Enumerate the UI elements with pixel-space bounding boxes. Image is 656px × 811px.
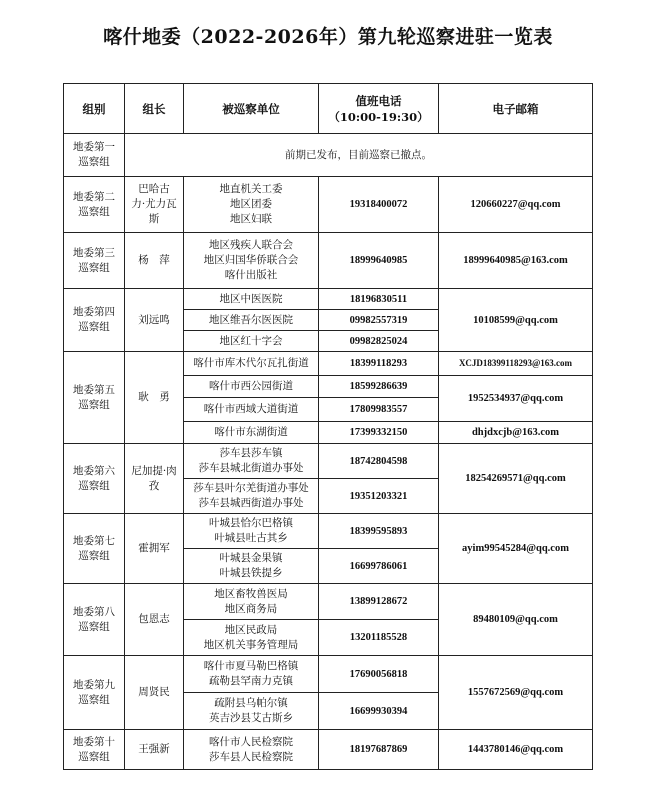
unit-line: 疏勒县罕南力克镇 (209, 675, 293, 687)
group-name-line: 巡察组 (78, 479, 110, 492)
unit-line: 莎车县人民检察院 (209, 750, 293, 763)
group-name-line: 巡察组 (78, 156, 110, 168)
leader-cell: 杨 萍 (125, 233, 184, 289)
phone-cell: 18399595893 (319, 514, 439, 549)
page-title: 喀什地委（2022-2026年）第九轮巡察进驻一览表 (103, 26, 553, 48)
unit-cell: 地区中医医院 (184, 289, 319, 310)
phone-cell: 17399332150 (319, 422, 439, 444)
leader-line: 巴哈古 (138, 183, 170, 195)
unit-line: 地区妇联 (230, 213, 272, 225)
header-phone-label: 值班电话 (355, 93, 402, 108)
group-name-line: 巡察组 (78, 620, 110, 633)
unit-line: 疏附县乌帕尔镇 (214, 697, 288, 709)
unit-line: 地区民政局 (224, 623, 278, 636)
group-name (64, 584, 125, 656)
leader-cell: 王强新 (125, 730, 184, 770)
phone-cell: 18742804598 (319, 444, 439, 479)
table-row (64, 444, 593, 479)
group-name-line: 巡察组 (78, 261, 110, 274)
group-name (64, 177, 125, 233)
unit-cell (184, 514, 319, 549)
phone-cell: 09982557319 (319, 310, 439, 331)
leader-cell: 包恩志 (125, 584, 184, 656)
email-cell: 1952534937@qq.com (439, 376, 593, 422)
phone-cell: 18197687869 (319, 730, 439, 770)
group-name-line: 巡察组 (78, 398, 110, 411)
group-name-line: 地委第六 (73, 464, 115, 477)
group-name-line: 地委第十 (73, 735, 115, 748)
leader-cell (125, 177, 184, 233)
unit-cell: 喀什市西公园街道 (184, 376, 319, 398)
email-cell: 1443780146@qq.com (439, 730, 593, 770)
group-name-line: 地委第二 (73, 190, 115, 203)
group-name-line: 地委第七 (73, 534, 115, 547)
header-email: 电子邮箱 (439, 84, 593, 134)
unit-line: 英吉沙县艾古斯乡 (209, 712, 293, 724)
email-cell: 89480109@qq.com (439, 584, 593, 656)
phone-cell: 13899128672 (319, 584, 439, 620)
leader-line: 力·尤力瓦 (131, 198, 177, 210)
header-phone (319, 84, 439, 134)
unit-cell (184, 584, 319, 620)
email-cell: 1557672569@qq.com (439, 656, 593, 730)
unit-line: 叶城县金果镇 (219, 552, 283, 564)
phone-cell: 16699930394 (319, 693, 439, 730)
unit-cell: 喀什市东湖街道 (184, 422, 319, 444)
unit-cell (184, 693, 319, 730)
unit-line: 莎车县城北街道办事处 (198, 462, 304, 474)
unit-line: 喀什出版社 (224, 269, 278, 281)
unit-line: 莎车县叶尔羌街道办事处 (193, 482, 309, 494)
leader-cell: 耿 勇 (125, 352, 184, 444)
unit-line: 地区归国华侨联合会 (203, 254, 299, 266)
email-cell: ayim99545284@qq.com (439, 514, 593, 584)
phone-cell: 17690056818 (319, 656, 439, 693)
phone-cell: 18399118293 (319, 352, 439, 376)
email-cell: 10108599@qq.com (439, 289, 593, 352)
group-name (64, 514, 125, 584)
leader-cell (125, 444, 184, 514)
group-name (64, 134, 125, 177)
unit-line: 地区商务局 (224, 602, 278, 615)
phone-cell: 17809983557 (319, 398, 439, 422)
header-leader: 组长 (125, 84, 184, 134)
unit-cell (184, 444, 319, 479)
group-name (64, 444, 125, 514)
group-name-line: 巡察组 (78, 549, 110, 562)
group-name-line: 地委第九 (73, 678, 115, 691)
inspection-roster-table (63, 83, 593, 770)
unit-line: 莎车县城西街道办事处 (198, 497, 304, 509)
unit-line: 喀什市夏马勒巴格镇 (203, 660, 299, 672)
group-name-line: 地委第五 (73, 383, 115, 396)
table-row (64, 514, 593, 549)
leader-line: 尼加提·肉 (131, 464, 177, 477)
unit-cell: 喀什市西域大道街道 (184, 398, 319, 422)
group-name (64, 730, 125, 770)
table-row (64, 233, 593, 289)
table-row (64, 177, 593, 233)
unit-line: 地直机关工委 (219, 183, 283, 195)
unit-cell (184, 620, 319, 656)
header-phone-hours: （10:00-19:30） (328, 109, 429, 124)
unit-line: 地区残疾人联合会 (209, 239, 293, 251)
group-name-line: 地委第三 (73, 246, 115, 259)
unit-line: 地区机关事务管理局 (203, 638, 299, 651)
phone-cell: 13201185528 (319, 620, 439, 656)
leader-line: 孜 (148, 479, 160, 492)
phone-cell: 19351203321 (319, 479, 439, 514)
phone-cell: 09982825024 (319, 331, 439, 352)
table-header-row (64, 84, 593, 134)
unit-cell (184, 233, 319, 289)
unit-line: 莎车县莎车镇 (219, 447, 283, 459)
leader-cell: 周贤民 (125, 656, 184, 730)
unit-cell (184, 549, 319, 584)
email-cell: 120660227@qq.com (439, 177, 593, 233)
unit-line: 喀什市人民检察院 (209, 735, 293, 748)
unit-line: 地区团委 (230, 198, 272, 210)
header-unit: 被巡察单位 (184, 84, 319, 134)
email-cell: XCJD18399118293@163.com (439, 352, 593, 376)
table-row (64, 730, 593, 770)
phone-cell: 19318400072 (319, 177, 439, 233)
group-name-line: 巡察组 (78, 321, 110, 333)
group-name-line: 巡察组 (78, 693, 110, 706)
table-row (64, 584, 593, 620)
group-name (64, 656, 125, 730)
unit-cell (184, 656, 319, 693)
group-name-line: 巡察组 (78, 205, 110, 218)
group-name-line: 地委第一 (73, 141, 115, 153)
unit-cell (184, 479, 319, 514)
unit-line: 地区畜牧兽医局 (214, 587, 288, 600)
email-cell: 18999640985@163.com (439, 233, 593, 289)
table-row (64, 352, 593, 376)
group-name (64, 289, 125, 352)
unit-line: 叶城县吐古其乡 (214, 532, 288, 544)
group1-notice: 前期已发布，目前巡察已撤点。 (125, 134, 593, 177)
group-name (64, 352, 125, 444)
unit-line: 叶城县铁提乡 (219, 567, 283, 579)
email-cell: 18254269571@qq.com (439, 444, 593, 514)
phone-cell: 18196830511 (319, 289, 439, 310)
unit-cell (184, 177, 319, 233)
unit-line: 叶城县恰尔巴格镇 (209, 517, 293, 529)
unit-cell (184, 730, 319, 770)
unit-cell: 地区维吾尔医医院 (184, 310, 319, 331)
group-name (64, 233, 125, 289)
table-row (64, 656, 593, 693)
leader-line: 斯 (148, 213, 160, 225)
group-name-line: 地委第四 (73, 306, 115, 318)
phone-cell: 18999640985 (319, 233, 439, 289)
leader-cell: 刘远鸣 (125, 289, 184, 352)
table-row (64, 134, 593, 177)
email-cell: dhjdxcjb@163.com (439, 422, 593, 444)
table-row (64, 289, 593, 310)
unit-cell: 喀什市库木代尔瓦扎街道 (184, 352, 319, 376)
group-name-line: 地委第八 (73, 605, 115, 618)
header-group: 组别 (64, 84, 125, 134)
phone-cell: 18599286639 (319, 376, 439, 398)
unit-cell: 地区红十字会 (184, 331, 319, 352)
leader-cell: 霍拥军 (125, 514, 184, 584)
phone-cell: 16699786061 (319, 549, 439, 584)
group-name-line: 巡察组 (78, 750, 110, 763)
